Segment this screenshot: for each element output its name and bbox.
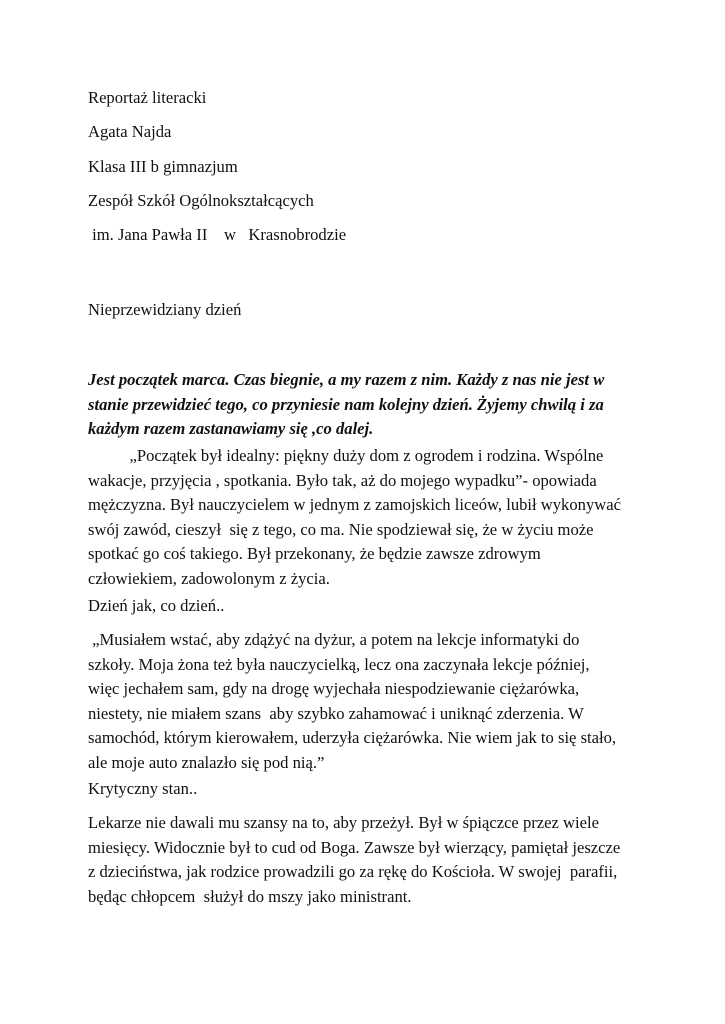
paragraph-2: „Musiałem wstać, aby zdążyć na dyżur, a potem na lekcje informatyki do szkoły. Moja żona też była nauczycielką, lecz ona zaczynała lekcje później, więc jechałem sam, gdy na drogę wyjechała niespodziewanie ciężarówka, niestety, nie miałem szans aby szybko zahamować i uniknąć zderzenia. W samochód, którym kierowałem, uderzyła ciężarówka. Nie wiem jak to się stało, ale moje auto znalazło się pod nią.” [88,630,617,772]
section-heading-1: Dzień jak, co dzień.. [88,596,225,615]
page-title: Nieprzewidziany dzień [88,300,242,319]
class-info: Klasa III b gimnazjum [88,157,238,176]
paragraph-1: „Początek był idealny: piękny duży dom z ogrodem i rodzina. Wspólne wakacje, przyjęcia , spotkania. Było tak, aż do mojego wypadku”- opowiada mężczyzna. Był nauczycielem w jednym z zamojskich liceów, lubił wykonywać swój zawód, cieszył się z tego, co ma. Nie spodziewał się, że w życiu może spotkać go coś takiego. Był przekonany, że będzie zawsze zdrowym człowiekiem, zadowolonym z życia. [88,446,621,588]
genre-label: Reportaż literacki [88,88,207,107]
school-place: im. Jana Pawła II w Krasnobrodzie [88,225,347,244]
lead-paragraph: Jest początek marca. Czas biegnie, a my razem z nim. Każdy z nas nie jest w stanie przewidzieć tego, co przyniesie nam kolejny dzień. Żyjemy chwilą i za każdym razem zastanawiamy się ,co dalej. [88,370,605,438]
section-heading-2: Krytyczny stan.. [88,779,198,798]
paragraph-3: Lekarze nie dawali mu szansy na to, aby przeżył. Był w śpiączce przez wiele miesięcy. Widocznie był to cud od Boga. Zawsze był wierzący, pamiętał jeszcze z dzieciństwa, jak rodzice prowadzili go za rękę do Kościoła. W swojej parafii, będąc chłopcem służył do mszy jako ministrant. [88,813,621,906]
school-name: Zespół Szkół Ogólnokształcących [88,191,314,210]
author-name: Agata Najda [88,122,172,141]
